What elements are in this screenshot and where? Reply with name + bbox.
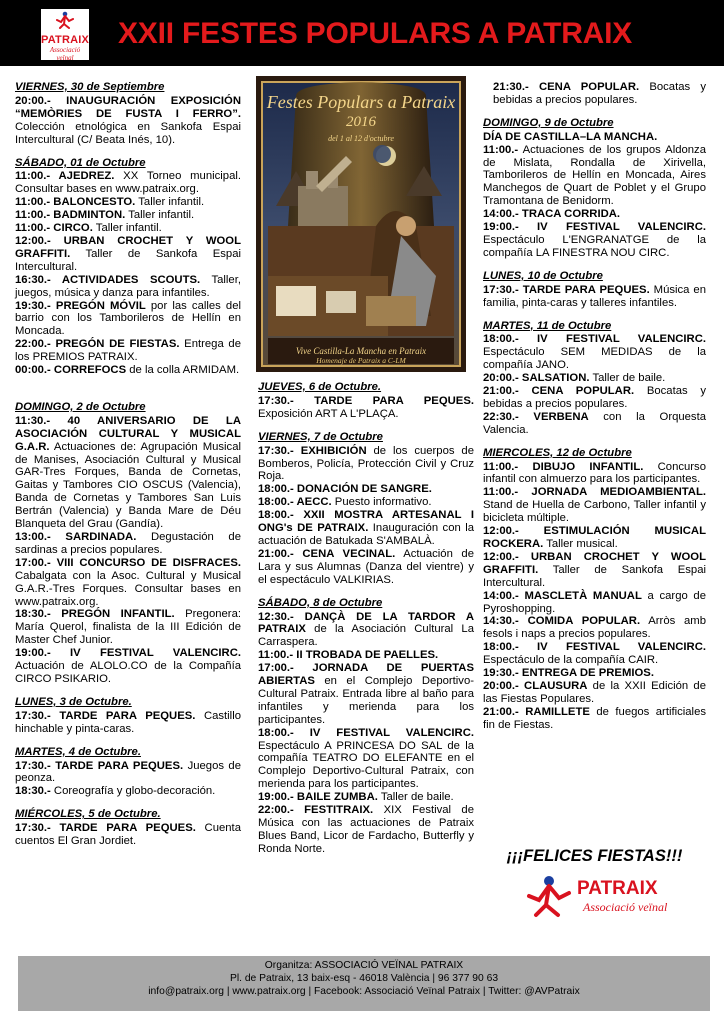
event-item — [258, 727, 474, 792]
event-description: con la Orquesta Valencia. — [483, 410, 706, 436]
event-time: 11:00.- II TROBADA DE PAELLES. — [258, 649, 439, 662]
event-description: Taller de baile. — [377, 791, 454, 804]
event-item — [15, 209, 241, 222]
event-time: 20:00.- SALSATION. — [483, 372, 590, 385]
footer-address: Pl. de Patraix, 13 baix-esq - 46018 València | 96 377 90 63 — [229, 973, 499, 984]
event-description: Juegos de peonza. — [15, 759, 241, 785]
event-item — [15, 415, 241, 531]
event-description: Coreografía y globo-decoración. — [50, 785, 216, 798]
event-item — [15, 300, 241, 339]
event-item — [483, 667, 706, 680]
event-description: Actuación de Lara y sus Alumnas (Danza del vientre) y el espectáculo VALKIRIAS. — [258, 547, 474, 586]
event-item — [258, 445, 474, 484]
dancer-icon — [525, 874, 573, 918]
event-item — [483, 333, 706, 372]
day-heading: LUNES, 10 de Octubre — [483, 269, 603, 282]
event-time: 17:30.- TARDE PARA PEQUES. — [258, 394, 474, 407]
event-item — [483, 372, 706, 385]
day-heading: VIERNES, 7 de Octubre — [258, 430, 383, 443]
section-spacer — [15, 377, 241, 391]
logo-name: PATRAIX — [41, 34, 90, 46]
patraix-logo — [41, 9, 89, 60]
event-description: Cabalgata con la Asoc. Cultural y Musical G.A.R.-Tres Forques. Consultar bases en www.patraix.org. — [15, 569, 241, 608]
event-time: 21:00.- CENA VECINAL. — [258, 547, 396, 560]
event-description: Inauguración con la actuación de Batukada S'AMBALÀ. — [258, 522, 475, 547]
event-item — [15, 785, 241, 798]
event-description: Exposición ART A L'PLAÇA. — [258, 407, 399, 420]
event-item — [258, 548, 474, 587]
event-item — [15, 196, 241, 209]
event-time: 21:00.- RAMILLETE — [483, 705, 590, 718]
day-heading: MIÉRCOLES, 5 de Octubre. — [15, 808, 161, 821]
day-heading: DOMINGO, 2 de Octubre — [15, 400, 146, 413]
page-title: XXII FESTES POPULARS A PATRAIX — [118, 17, 633, 50]
event-item — [15, 274, 241, 300]
event-description: Taller de Sankofa Espai Intercultural. — [15, 247, 241, 273]
event-item — [15, 822, 241, 848]
column-3 — [483, 81, 706, 732]
event-item — [483, 706, 706, 732]
event-item — [258, 395, 474, 421]
poster-caption: Vive Castilla-La Mancha en Patraix — [295, 346, 427, 356]
poster-dates: del 1 al 12 d'octubre — [328, 134, 394, 143]
event-time: 17:30.- TARDE PARA PEQUES. — [15, 709, 196, 722]
festival-poster — [256, 76, 466, 372]
event-time: 18:00.- XXII MOSTRA ARTESANAL I ONG's DE PATRAIX. — [258, 509, 474, 535]
event-item — [483, 81, 706, 107]
footer-organizer: Organitza: ASSOCIACIÓ VEÏNAL PATRAIX — [264, 960, 464, 971]
event-time: 18:00.- AECC. — [258, 496, 332, 509]
poster-title: Festes Populars a Patraix — [266, 92, 456, 112]
event-time: 13:00.- SARDINADA. — [15, 531, 137, 543]
event-time: 18:00.- DONACIÓN DE SANGRE. — [258, 483, 432, 496]
event-item — [15, 170, 241, 196]
event-description: Taller infantil. — [92, 222, 162, 235]
event-time: 11:00.- — [483, 143, 519, 156]
event-time: 12:30.- DANÇÀ DE LA TARDOR A PATRAIX — [258, 610, 474, 636]
event-time: 11:00.- JORNADA MEDIOAMBIENTAL. — [483, 486, 706, 499]
event-time: 11:00.- BALONCESTO. — [15, 196, 136, 209]
event-item — [15, 338, 241, 364]
event-item — [15, 647, 241, 686]
event-description: Cuenta cuentos El Gran Jordiet. — [15, 822, 241, 848]
event-description: XIX Festival de Música con las actuaciones de Patraix Blues Band, Licor de Fardacho, Butterfly y Ronda Norte. — [258, 804, 474, 855]
event-description: Arròs amb fesols i naps a precios populares. — [483, 615, 706, 641]
patraix-logo-large — [525, 872, 675, 922]
day-heading: MIERCOLES, 12 de Octubre — [483, 446, 632, 459]
event-time: 11:00.- BADMINTON. — [15, 209, 126, 222]
event-description: XX Torneo municipal. Consultar bases en www.patraix.org. — [15, 170, 241, 196]
event-item — [15, 608, 241, 647]
event-item — [483, 208, 706, 221]
event-item — [483, 284, 706, 310]
event-item — [15, 710, 241, 736]
day-heading: JUEVES, 6 de Octubre. — [258, 381, 382, 393]
event-description: Taller de Sankofa Espai Intercultural. — [483, 563, 706, 589]
event-item — [483, 615, 706, 641]
day-subheading: DÍA DE CASTILLA–LA MANCHA. — [483, 130, 658, 143]
day-heading: DOMINGO, 9 de Octubre — [483, 116, 614, 129]
event-time: 19:00.- BAILE ZUMBA. — [258, 791, 378, 804]
event-time: 18:00.- IV FESTIVAL VALENCIRC. — [483, 333, 706, 346]
event-item — [15, 222, 241, 235]
column-1 — [15, 81, 241, 848]
day-heading: LUNES, 3 de Octubre. — [15, 695, 132, 708]
event-item — [483, 641, 706, 667]
event-item — [258, 662, 474, 727]
logo-subtitle: Associació veïnal — [49, 46, 81, 62]
event-time: 11:00.- AJEDREZ. — [15, 170, 115, 183]
event-time: 22:30.- VERBENA — [483, 410, 589, 423]
event-item — [483, 680, 706, 706]
event-description: Actuaciones de: Agrupación Musical de Manises, Asociación Cultural y Musical GAR-Tres Forques, Banda de Cornetas, Gaitas y Tambores CIO OSCUS (Valencia), Banda de Cornetas y Tambores San Luis Bertrán (Valencia) y Banda Mare de Déu Blanqueta del Grau (Gandía). — [15, 440, 241, 531]
event-description: Espectáculo SEM MEDIDAS de la compañía JANO. — [483, 346, 706, 372]
event-time: 18:00.- IV FESTIVAL VALENCIRC. — [258, 726, 474, 739]
event-description: Bocatas y bebidas a precios populares. — [483, 385, 706, 410]
event-description: Puesto informativo. — [331, 496, 432, 509]
event-time: 18:30.- PREGÓN INFANTIL. — [15, 608, 175, 621]
event-time: 21:30.- CENA POPULAR. — [493, 81, 640, 93]
event-item — [483, 525, 706, 551]
event-description: Taller de baile. — [589, 372, 666, 385]
event-description: de la colla ARMIDAM. — [126, 364, 240, 377]
event-time: 21:00.- CENA POPULAR. — [483, 385, 635, 398]
event-description: Espectáculo de la compañía CAIR. — [483, 654, 659, 667]
event-item — [483, 486, 706, 525]
event-description: de los cuerpos de Bomberos, Policía, Protección Civil y Cruz Roja. — [258, 444, 474, 483]
event-time: 14:30.- COMIDA POPULAR. — [483, 615, 641, 628]
event-time: 12:00.- ESTIMULACIÓN MUSICAL ROCKERA. — [483, 525, 706, 550]
event-time: 17:30.- TARDE PARA PEQUES. — [483, 283, 650, 296]
event-description: Espectáculo A PRINCESA DO SAL de la compañía TEATRO DO ELEFANTE en el Complejo Deportivo-Cultural Patraix, con merienda para los participantes. — [258, 739, 474, 791]
event-description: Pregonera: María Querol, finalista de la III Edición de Master Chef Junior. — [15, 608, 241, 647]
event-time: 16:30.- ACTIVIDADES SCOUTS. — [15, 273, 201, 286]
event-item — [258, 496, 474, 509]
logo-subtitle: Associació veïnal — [583, 900, 668, 914]
day-heading: SÁBADO, 01 de Octubre — [15, 156, 146, 169]
closing-message: ¡¡¡FELICES FIESTAS!!! — [506, 847, 683, 865]
event-item — [258, 804, 474, 856]
event-time: 17:30.- EXHIBICIÓN — [258, 444, 367, 457]
event-description: Castillo hinchable y pinta-caras. — [15, 709, 241, 735]
event-item — [483, 144, 706, 209]
event-time: 22:00.- FESTITRAIX. — [258, 804, 374, 817]
event-item — [483, 461, 706, 487]
event-time: 12:00.- URBAN CROCHET Y WOOL GRAFFITI. — [15, 234, 241, 260]
event-description: de fuegos artificiales fin de Fiestas. — [483, 705, 707, 731]
dancer-icon — [55, 11, 75, 29]
day-heading: MARTES, 4 de Octubre. — [15, 745, 141, 758]
event-description: a cargo de Pyroshopping. — [483, 589, 706, 615]
event-item — [15, 364, 241, 377]
event-time: 18:00.- IV FESTIVAL VALENCIRC. — [483, 641, 706, 654]
event-time: 11:00.- CIRCO. — [15, 222, 93, 235]
event-time: 18:30.- — [15, 785, 51, 798]
event-time: 19:00.- IV FESTIVAL VALENCIRC. — [15, 647, 241, 660]
event-time: 14:00.- TRACA CORRIDA. — [483, 208, 621, 221]
event-description: en el Complejo Deportivo-Cultural Patraix. Entrada libre al baño para infantiles y merienda para los participantes. — [258, 675, 474, 726]
event-item — [258, 483, 474, 496]
event-item — [258, 791, 474, 804]
event-time: 19:00.- IV FESTIVAL VALENCIRC. — [483, 221, 706, 234]
footer-contact: info@patraix.org | www.patraix.org | Facebook: Associació Veïnal Patraix | Twitter: @AVPatraix — [148, 986, 580, 997]
event-description: Taller musical. — [543, 538, 618, 550]
event-item — [483, 411, 706, 437]
event-item — [15, 557, 241, 609]
event-time: 14:00.- MASCLETÀ MANUAL — [483, 589, 642, 602]
event-time: 17:30.- TARDE PARA PEQUES. — [15, 759, 184, 772]
event-item — [483, 590, 706, 616]
day-heading: MARTES, 11 de Octubre — [483, 319, 612, 332]
header-bar — [0, 0, 724, 66]
event-item — [258, 509, 474, 548]
event-time: 22:00.- PREGÓN DE FIESTAS. — [15, 338, 180, 351]
event-time: 11:00.- DIBUJO INFANTIL. — [483, 460, 644, 473]
event-time: 20:00.- CLAUSURA — [483, 679, 588, 692]
event-description: Taller infantil. — [135, 196, 205, 209]
event-time: 17:00.- JORNADA DE PUERTAS ABIERTAS — [258, 662, 474, 688]
event-item — [483, 551, 706, 590]
day-heading: SÁBADO, 8 de Octubre — [258, 596, 383, 609]
event-description: Concurso infantil con almuerzo para los participantes. — [483, 460, 706, 486]
event-description: Colección etnológica en Sankofa Espai Intercultural (C/ Beata Inés, 10). — [15, 120, 241, 146]
event-description: Degustación de sardinas a precios populares. — [15, 531, 241, 556]
event-item — [258, 611, 474, 650]
event-time: 17:00.- VIII CONCURSO DE DISFRACES. — [15, 556, 241, 569]
poster-subcaption: Homenaje de Patraix a C-LM — [316, 356, 406, 365]
event-item — [15, 531, 241, 557]
event-description: Actuaciones de los grupos Aldonza de Mislata, Rondalla de Xirivella, Tamborileros de Hellín en Moncada, Aires Manchegos de Quart de Poblet y el Grupo Tramontana de Benidorm. — [483, 143, 706, 208]
event-item — [483, 385, 706, 411]
event-description: Bocatas y bebidas a precios populares. — [493, 81, 706, 106]
event-time: 17:30.- TARDE PARA PEQUES. — [15, 822, 196, 835]
event-item — [15, 235, 241, 274]
event-description: Taller infantil. — [125, 209, 195, 222]
event-description: por las calles del barrio con los Tamborileros de Hellín en Moncada. — [15, 299, 241, 338]
event-item — [483, 221, 706, 260]
event-description: Taller, juegos, música y danza para infantiles. — [15, 273, 241, 299]
event-item — [15, 760, 241, 786]
event-time: 20:00.- INAUGURACIÓN EXPOSICIÓN “MEMÒRIES DE FUSTA I FERRO”. — [15, 94, 241, 120]
event-item — [258, 649, 474, 662]
event-time: 00:00.- CORREFOCS — [15, 364, 127, 377]
event-description: de la Asociación Cultural La Carraspera. — [258, 623, 474, 649]
footer — [18, 956, 710, 1011]
logo-name: PATRAIX — [577, 878, 658, 899]
event-time: 19:30.- PREGÓN MÓVIL — [15, 299, 146, 312]
day-heading: VIERNES, 30 de Septiembre — [15, 81, 165, 93]
event-description: Entrega de los PREMIOS PATRAIX. — [15, 338, 241, 364]
event-time: 12:00.- URBAN CROCHET Y WOOL GRAFFITI. — [483, 550, 706, 576]
event-description: de la XXII Edición de las Fiestas Populares. — [483, 679, 706, 705]
event-description: Música en familia, pinta-caras y talleres infantiles. — [483, 283, 706, 309]
column-2 — [258, 381, 474, 856]
event-description: Stand de Huella de Carbono, Taller infantil y bicicleta múltiple. — [483, 499, 706, 525]
event-time: 11:30.- 40 ANIVERSARIO DE LA ASOCIACIÓN CULTURAL Y MUSICAL G.A.R. — [15, 414, 241, 453]
event-item — [15, 95, 241, 147]
event-description: Actuación de ALOLO.CO de la Compañía CIRCO PSIKARIO. — [15, 660, 241, 685]
event-description: Espectáculo L'ENGRANATGE de la compañía LA FINESTRA NOU CIRC. — [483, 233, 706, 259]
poster-year: 2016 — [346, 114, 376, 130]
event-time: 19:30.- ENTREGA DE PREMIOS. — [483, 667, 654, 680]
